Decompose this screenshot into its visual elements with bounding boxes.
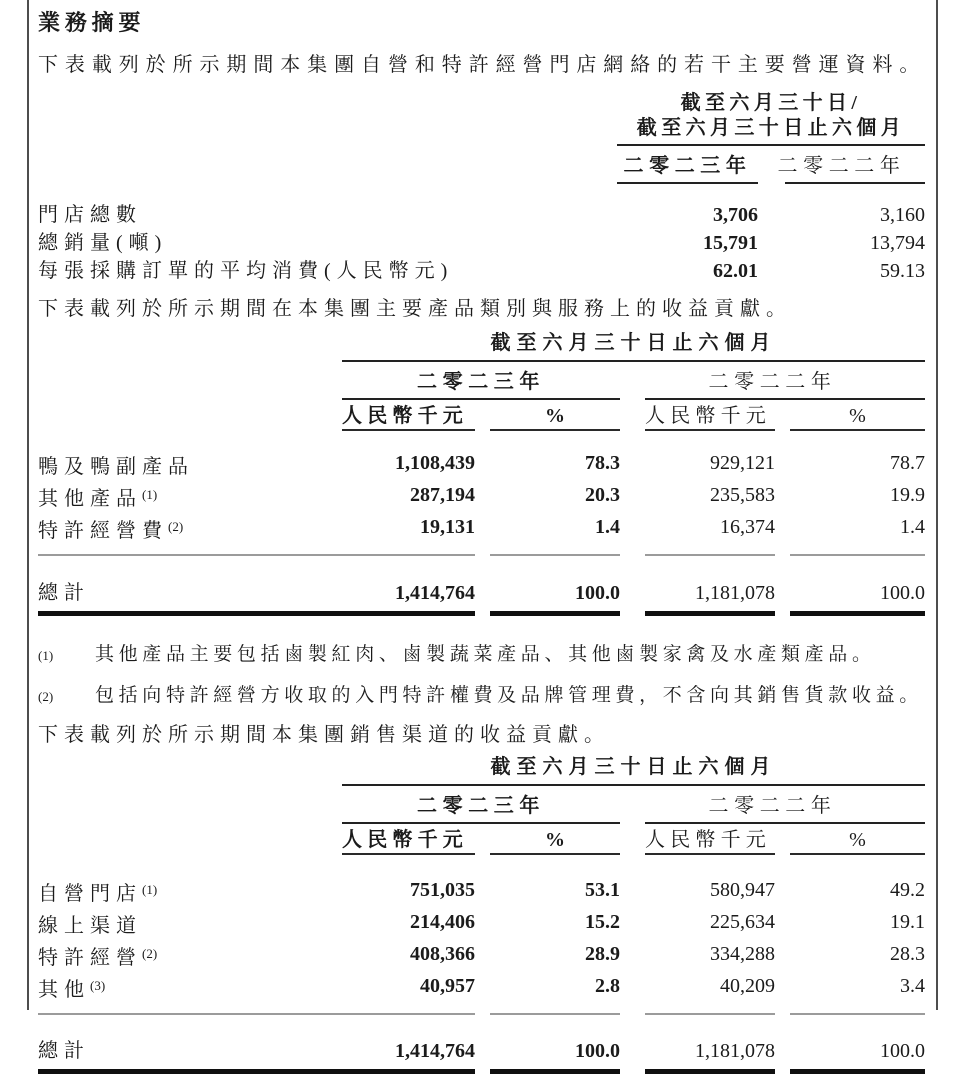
- amount-2022: 334,288: [710, 943, 775, 965]
- total-amount-2023: 1,414,764: [395, 1040, 475, 1062]
- table-row: [38, 201, 925, 229]
- year-2023-cell: [342, 362, 620, 400]
- pct-header-2022: %: [849, 405, 866, 427]
- footnote-text: 其他產品主要包括鹵製紅肉、鹵製蔬菜產品、其他鹵製家禽及水產類產品。: [95, 644, 876, 665]
- table-row: [38, 449, 925, 481]
- period-line-2: 截至六月三十日止六個月: [636, 117, 906, 139]
- total-pct-2022: 100.0: [880, 1040, 925, 1062]
- channels-table-body: [38, 876, 925, 1074]
- pct-2023: 15.2: [585, 911, 620, 933]
- table-row: [38, 257, 925, 285]
- table-row: [38, 481, 925, 513]
- products-table-body: [38, 449, 925, 616]
- pct-2023: 1.4: [595, 516, 620, 538]
- footnote-ref: (1): [142, 487, 158, 502]
- column-header-row: [38, 824, 925, 853]
- total-amount-2022: 1,181,078: [695, 1040, 775, 1062]
- amount-2023: 19,131: [420, 516, 475, 538]
- total-row: [38, 1037, 925, 1065]
- year-header-row: [342, 362, 925, 400]
- pct-header-2023: %: [545, 829, 565, 851]
- row-label: 總銷量(噸): [38, 232, 168, 254]
- year-header-row: [342, 786, 925, 824]
- year-2022-cell: [620, 362, 925, 400]
- unit-header-2023: 人民幣千元: [342, 405, 468, 427]
- footnote-marker: (2): [38, 689, 54, 704]
- row-label: 其他$^{(3)}$: [38, 978, 106, 1001]
- row-label: 每張採購訂單的平均消費(人民幣元): [38, 260, 454, 282]
- page-title: 業務摘要: [38, 10, 146, 35]
- spacer: [38, 403, 342, 429]
- year-2022-cell: [758, 146, 925, 184]
- footnote-ref: (1): [142, 882, 158, 897]
- amount-2022: 580,947: [710, 879, 775, 901]
- total-rules: [38, 1069, 925, 1074]
- subtotal-rules: [38, 554, 925, 556]
- year-2022-label: 二零二二年: [777, 155, 906, 177]
- amount-2022: 16,374: [720, 516, 775, 538]
- channels-table-header: [342, 755, 925, 824]
- total-pct-2023: 100.0: [575, 582, 620, 604]
- amount-2023: 40,957: [420, 975, 475, 997]
- rule: [645, 398, 925, 400]
- footnote-2: [38, 683, 925, 709]
- pct-2022: 19.1: [890, 911, 925, 933]
- value-2022: 13,794: [870, 232, 925, 254]
- pct-2022: 3.4: [900, 975, 925, 997]
- amount-2023: 287,194: [410, 484, 475, 506]
- pct-2022: 49.2: [890, 879, 925, 901]
- year-header-row: [617, 146, 925, 184]
- footnote-text: 包括向特許經營方收取的入門特許權費及品牌管理費，不含向其銷售貨款收益。: [95, 685, 923, 706]
- footnote-marker: (1): [38, 648, 54, 663]
- amount-2023: 1,108,439: [395, 452, 475, 474]
- rule: [342, 398, 620, 400]
- table-row: [38, 940, 925, 972]
- period-header: 截至六月三十日止六個月: [342, 755, 925, 786]
- amount-2023: 214,406: [410, 911, 475, 933]
- total-amount-2022: 1,181,078: [695, 582, 775, 604]
- pct-2023: 20.3: [585, 484, 620, 506]
- amount-2023: 751,035: [410, 879, 475, 901]
- amount-2022: 929,121: [710, 452, 775, 474]
- year-2023-label: 二零二三年: [417, 371, 545, 393]
- row-label: 自營門店$^{(1)}$: [38, 882, 158, 905]
- amount-2022: 40,209: [720, 975, 775, 997]
- row-label: 鴨及鴨副產品: [38, 456, 194, 478]
- period-header: [617, 91, 925, 146]
- value-2023: 15,791: [703, 232, 758, 254]
- table-row: [38, 229, 925, 257]
- total-amount-2023: 1,414,764: [395, 582, 475, 604]
- year-2023-label: 二零二三年: [623, 155, 752, 177]
- amount-2022: 225,634: [710, 911, 775, 933]
- row-label: 特許經營$^{(2)}$: [38, 946, 158, 969]
- value-2023: 3,706: [713, 204, 758, 226]
- operating-data-table: [38, 91, 925, 285]
- table-row: [38, 972, 925, 1004]
- table-row: [38, 513, 925, 545]
- pct-2022: 78.7: [890, 452, 925, 474]
- total-row: [38, 579, 925, 607]
- products-table-header: [342, 331, 925, 400]
- row-label: 線上渠道: [38, 915, 142, 937]
- value-2023: 62.01: [713, 260, 758, 282]
- value-2022: 59.13: [880, 260, 925, 282]
- rule: [785, 182, 925, 184]
- total-label: 總計: [38, 1040, 90, 1062]
- intro-paragraph-2: 下表載列於所示期間在本集團主要產品類別與服務上的收益貢獻。: [38, 298, 792, 320]
- total-pct-2023: 100.0: [575, 1040, 620, 1062]
- year-2022-cell: [620, 786, 925, 824]
- column-header-rules: [38, 429, 925, 431]
- table-row: [38, 908, 925, 940]
- pct-header-2023: %: [545, 405, 565, 427]
- row-label: 其他產品$^{(1)}$: [38, 487, 158, 510]
- row-label: 門店總數: [38, 204, 142, 226]
- amount-2023: 408,366: [410, 943, 475, 965]
- rule: [645, 822, 925, 824]
- value-2022: 3,160: [880, 204, 925, 226]
- operating-table-body: [38, 201, 925, 285]
- unit-header-2022: 人民幣千元: [645, 829, 771, 851]
- rule: [342, 822, 620, 824]
- pct-2023: 28.9: [585, 943, 620, 965]
- subtotal-rules: [38, 1013, 925, 1015]
- column-header-row: [38, 400, 925, 429]
- footnote-ref: (3): [90, 978, 106, 993]
- table-row: [38, 876, 925, 908]
- pct-2023: 53.1: [585, 879, 620, 901]
- rule: [617, 182, 758, 184]
- pct-2023: 2.8: [595, 975, 620, 997]
- year-2023-cell: [617, 146, 758, 184]
- footnote-ref: (2): [168, 519, 184, 534]
- column-header-rules: [38, 853, 925, 855]
- year-2023-cell: [342, 786, 620, 824]
- amount-2022: 235,583: [710, 484, 775, 506]
- total-label: 總計: [38, 582, 90, 604]
- products-table: [38, 331, 925, 616]
- period-line-1: 截至六月三十日/: [680, 92, 862, 114]
- row-label: 特許經營費$^{(2)}$: [38, 519, 184, 542]
- pct-2022: 28.3: [890, 943, 925, 965]
- pct-2023: 78.3: [585, 452, 620, 474]
- period-header: 截至六月三十日止六個月: [342, 331, 925, 362]
- year-2023-label: 二零二三年: [417, 795, 545, 817]
- year-2022-label: 二零二二年: [708, 371, 837, 393]
- pct-header-2022: %: [849, 829, 866, 851]
- unit-header-2023: 人民幣千元: [342, 829, 468, 851]
- intro-paragraph-3: 下表載列於所示期間本集團銷售渠道的收益貢獻。: [38, 724, 610, 746]
- intro-paragraph-1: 下表載列於所示期間本集團自營和特許經營門店網絡的若干主要營運資料。: [38, 54, 925, 76]
- total-rules: [38, 611, 925, 616]
- operating-table-header: [617, 91, 925, 184]
- pct-2022: 19.9: [890, 484, 925, 506]
- footnote-ref: (2): [142, 946, 158, 961]
- spacer: [38, 827, 342, 853]
- unit-header-2022: 人民幣千元: [645, 405, 771, 427]
- pct-2022: 1.4: [900, 516, 925, 538]
- channels-table: [38, 755, 925, 1074]
- total-pct-2022: 100.0: [880, 582, 925, 604]
- year-2022-label: 二零二二年: [708, 795, 837, 817]
- footnote-1: [38, 642, 925, 668]
